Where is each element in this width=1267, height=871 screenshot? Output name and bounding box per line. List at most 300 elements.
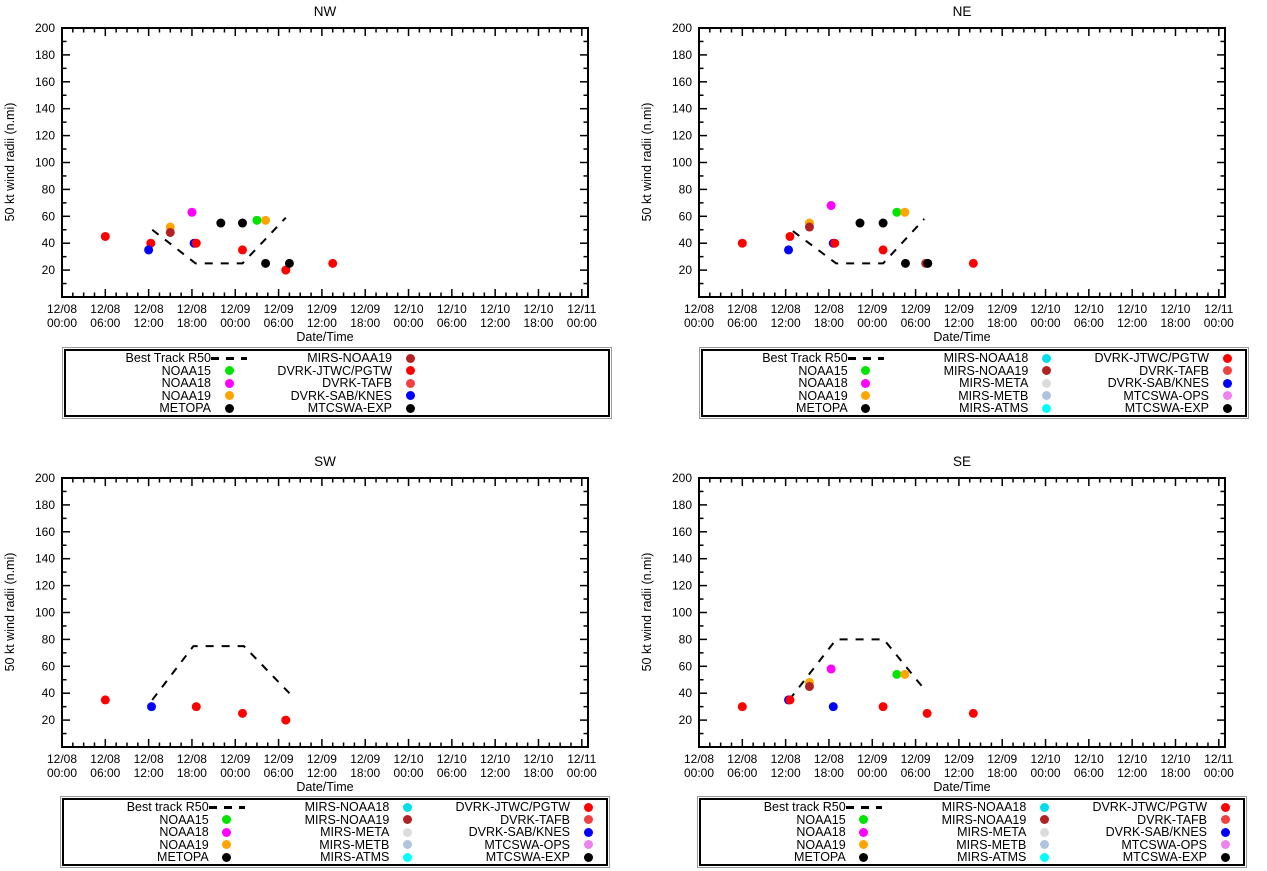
x-tick-date: 12/09 (263, 752, 294, 766)
legend-label: MTCSWA-OPS (1121, 837, 1208, 852)
dot-marker (1028, 354, 1064, 363)
dot-marker (389, 828, 425, 837)
series-dot-icon (403, 840, 412, 849)
legend-entry-mirs-meta (882, 826, 1063, 839)
x-axis-label-ne: Date/Time (933, 330, 991, 344)
dot-marker (209, 853, 245, 862)
x-tick-time: 00:00 (220, 766, 251, 780)
x-tick-date: 12/10 (1160, 302, 1191, 316)
x-tick-date: 12/10 (1073, 752, 1104, 766)
legend-entry-noaa18 (66, 377, 247, 390)
series-dot-icon (859, 840, 868, 849)
series-dot-icon (859, 828, 868, 837)
x-tick-time: 18:00 (987, 316, 1018, 330)
series-dot-icon (406, 404, 415, 413)
x-tick-date: 12/09 (943, 752, 974, 766)
legend-entry-mtcswa-exp (1064, 402, 1245, 415)
x-tick-time: 06:00 (1073, 316, 1104, 330)
y-tick-label: 140 (671, 101, 692, 116)
x-tick-time: 00:00 (857, 316, 888, 330)
data-point-dvrk-jtwc-pgtw (785, 695, 794, 704)
series-dot-icon (406, 354, 415, 363)
x-tick-time: 12:00 (306, 766, 337, 780)
x-tick-date: 12/09 (857, 302, 888, 316)
dot-marker (209, 815, 245, 824)
legend-label: MTCSWA-OPS (1123, 388, 1210, 403)
dot-marker (389, 853, 425, 862)
data-point-noaa15 (892, 208, 901, 217)
x-tick-date: 12/08 (683, 302, 715, 316)
best-track-line (152, 646, 289, 700)
data-point-mirs-noaa19 (166, 228, 175, 237)
dot-marker (1028, 379, 1064, 388)
legend-label: NOAA19 (161, 388, 211, 403)
x-tick-time: 00:00 (1030, 766, 1061, 780)
series-dot-icon (222, 840, 231, 849)
x-tick-date: 12/10 (523, 302, 554, 316)
legend-label: DVRK-SAB/KNES (1105, 825, 1208, 839)
x-tick-date: 12/08 (176, 752, 207, 766)
dot-marker (1207, 853, 1243, 862)
legend-label: MIRS-NOAA19 (304, 812, 390, 827)
x-tick-time: 00:00 (1203, 766, 1234, 780)
dot-marker (1026, 840, 1062, 849)
x-tick-date: 12/09 (350, 752, 381, 766)
x-tick-date: 12/10 (523, 752, 554, 766)
data-point-dvrk-jtwc-pgtw (101, 695, 110, 704)
x-tick-date: 12/08 (46, 302, 78, 316)
dot-marker (211, 404, 247, 413)
x-tick-date: 12/09 (857, 752, 888, 766)
legend-label: NOAA15 (161, 363, 211, 378)
x-tick-date: 12/09 (987, 302, 1018, 316)
legend-label: MIRS-META (320, 825, 390, 839)
x-tick-time: 00:00 (220, 316, 251, 330)
x-tick-time: 18:00 (350, 316, 381, 330)
series-dot-icon (406, 391, 415, 400)
legend-label: NOAA18 (159, 825, 209, 839)
y-tick-label: 140 (671, 551, 692, 566)
series-dot-icon (225, 391, 234, 400)
x-tick-date: 12/09 (306, 302, 337, 316)
y-tick-label: 40 (41, 236, 55, 251)
y-tick-label: 40 (41, 686, 55, 701)
data-point-noaa19 (900, 208, 909, 217)
series-dot-icon (1042, 366, 1051, 375)
data-point-metopa (238, 219, 247, 228)
series-dot-icon (403, 828, 412, 837)
legend-label: NOAA15 (796, 812, 846, 827)
y-tick-label: 180 (34, 497, 55, 512)
y-tick-label: 160 (671, 74, 692, 89)
legend-entry-best-track-r50 (64, 801, 245, 814)
data-point-dvrk-jtwc-pgtw (238, 709, 247, 718)
dot-marker (1026, 815, 1062, 824)
x-tick-time: 12:00 (133, 316, 164, 330)
y-axis-label-ne: 50 kt wind radii (n.mi) (640, 102, 654, 222)
legend-label: Best track R50 (126, 800, 209, 814)
x-tick-date: 12/10 (1073, 302, 1104, 316)
data-point-dvrk-jtwc-pgtw (738, 239, 747, 248)
data-point-noaa19 (900, 670, 909, 679)
legend-label: MIRS-NOAA19 (307, 351, 392, 365)
dot-marker (1026, 853, 1062, 862)
dot-marker (392, 354, 428, 363)
x-tick-time: 12:00 (943, 766, 974, 780)
y-tick-label: 80 (678, 632, 692, 647)
series-dot-icon (403, 815, 412, 824)
data-points (738, 664, 978, 717)
y-tick-label: 60 (41, 659, 55, 674)
data-point-dvrk-jtwc-pgtw (281, 716, 290, 725)
series-dot-icon (1221, 840, 1230, 849)
y-tick-label: 180 (671, 47, 692, 62)
x-tick-time: 00:00 (566, 316, 597, 330)
plot-title-sw: SW (314, 454, 336, 469)
dot-marker (392, 404, 428, 413)
data-point-mirs-noaa19 (805, 682, 814, 691)
dashed-line-sample (209, 806, 245, 809)
data-point-metopa (285, 259, 294, 268)
series-dot-icon (861, 404, 870, 413)
series-dot-icon (584, 840, 593, 849)
legend-label: DVRK-SAB/KNES (1107, 376, 1210, 390)
dot-marker (389, 840, 425, 849)
x-tick-date: 12/10 (1117, 302, 1148, 316)
series-dot-icon (861, 379, 870, 388)
x-tick-date: 12/09 (900, 302, 931, 316)
x-tick-date: 12/10 (436, 302, 467, 316)
x-tick-time: 00:00 (566, 766, 597, 780)
dot-marker (1028, 404, 1064, 413)
x-tick-date: 12/10 (1117, 752, 1148, 766)
legend-column (247, 352, 428, 414)
legend-label: NOAA18 (796, 825, 846, 839)
legend-entry-best-track-r50 (703, 352, 884, 365)
legend-label: METOPA (159, 401, 211, 415)
x-tick-time: 06:00 (90, 316, 121, 330)
dot-marker (392, 391, 428, 400)
dot-marker (1207, 840, 1243, 849)
best-track-dash-icon (209, 806, 245, 809)
dot-marker (846, 815, 882, 824)
legend-entry-mirs-atms (884, 402, 1065, 415)
x-tick-date: 12/10 (1030, 752, 1061, 766)
legend-entry-dvrk-tafb (247, 377, 428, 390)
dot-marker (1209, 404, 1245, 413)
dot-marker (389, 815, 425, 824)
best-track-dash-icon (848, 357, 884, 360)
series-dot-icon (1223, 354, 1232, 363)
series-dot-icon (1040, 815, 1049, 824)
x-tick-date: 12/08 (770, 302, 801, 316)
legend-entry-noaa15 (701, 814, 882, 827)
legend-entry-dvrk-sab-knes (1062, 826, 1243, 839)
legend-nw (64, 349, 610, 417)
x-tick-date: 12/10 (480, 752, 511, 766)
plot-frame (62, 28, 588, 297)
legend-label: DVRK-JTWC/PGTW (455, 800, 571, 814)
x-tick-date: 12/08 (813, 752, 844, 766)
x-tick-time: 00:00 (1030, 316, 1061, 330)
dot-marker (1026, 803, 1062, 812)
dot-marker (846, 853, 882, 862)
x-tick-time: 18:00 (176, 316, 207, 330)
plot-area-sw (35, 471, 597, 780)
plot-panel-sw (0, 450, 633, 796)
x-tick-date: 12/10 (1030, 302, 1061, 316)
x-tick-time: 00:00 (857, 766, 888, 780)
legend-label: MIRS-NOAA18 (943, 351, 1029, 365)
series-dot-icon (222, 815, 231, 824)
legend-entry-noaa15 (703, 365, 884, 378)
legend-label: DVRK-TAFB (1139, 363, 1210, 378)
legend-label: MTCSWA-EXP (1124, 401, 1210, 415)
data-point-dvrk-jtwc-pgtw (101, 232, 110, 241)
legend-entry-noaa19 (703, 390, 884, 403)
series-dot-icon (861, 366, 870, 375)
y-tick-label: 120 (34, 128, 55, 143)
legend-label: NOAA18 (161, 376, 211, 390)
legend-label: DVRK-JTWC/PGTW (1094, 351, 1210, 365)
legend-entry-mtcswa-exp (1062, 851, 1243, 864)
series-dot-icon (1221, 828, 1230, 837)
series-dot-icon (861, 391, 870, 400)
data-point-dvrk-jtwc-pgtw (328, 259, 337, 268)
y-tick-label: 20 (678, 263, 692, 278)
dot-marker (1207, 803, 1243, 812)
legend-entry-mtcswa-exp (425, 851, 606, 864)
x-tick-time: 06:00 (263, 316, 294, 330)
x-tick-time: 12:00 (133, 766, 164, 780)
data-point-dvrk-jtwc-pgtw (923, 709, 932, 718)
dot-marker (570, 853, 606, 862)
x-tick-time: 00:00 (1203, 316, 1234, 330)
data-point-noaa15 (252, 216, 261, 225)
x-tick-date: 12/11 (567, 752, 597, 766)
x-tick-date: 12/08 (133, 752, 164, 766)
y-tick-label: 180 (671, 497, 692, 512)
plot-area-ne (672, 21, 1234, 330)
y-tick-label: 180 (34, 47, 55, 62)
legend-label: Best Track R50 (762, 351, 848, 365)
legend-label: DVRK-JTWC/PGTW (1092, 800, 1208, 814)
series-dot-icon (859, 853, 868, 862)
data-point-dvrk-jtwc-pgtw (969, 259, 978, 268)
legend-label: NOAA19 (796, 837, 846, 852)
x-tick-date: 12/08 (727, 752, 758, 766)
dashed-line-sample (846, 806, 882, 809)
x-tick-time: 12:00 (480, 766, 511, 780)
legend-entry-mirs-meta (884, 377, 1065, 390)
plot-title-ne: NE (952, 4, 972, 19)
legend-label: Best track R50 (763, 800, 846, 814)
legend-entry-metopa (703, 402, 884, 415)
x-tick-date: 12/09 (263, 302, 294, 316)
legend-entry-mirs-noaa18 (882, 801, 1063, 814)
x-axis-label-nw: Date/Time (296, 330, 354, 344)
series-dot-icon (406, 379, 415, 388)
legend-column (703, 352, 884, 414)
x-tick-time: 18:00 (987, 766, 1018, 780)
x-tick-time: 06:00 (90, 766, 121, 780)
dot-marker (1028, 391, 1064, 400)
legend-label: NOAA15 (159, 812, 209, 827)
best-track-dash-icon (846, 806, 882, 809)
axis-ticks (62, 28, 588, 297)
data-point-metopa (923, 259, 932, 268)
legend-entry-noaa19 (701, 839, 882, 852)
legend-entry-noaa15 (64, 814, 245, 827)
series-dot-icon (1221, 815, 1230, 824)
x-tick-date: 12/09 (306, 752, 337, 766)
legend-entry-noaa15 (66, 365, 247, 378)
x-tick-time: 18:00 (350, 766, 381, 780)
legend-entry-dvrk-sab-knes (425, 826, 606, 839)
plot-panel-ne (637, 0, 1267, 346)
dot-marker (209, 828, 245, 837)
dot-marker (392, 379, 428, 388)
data-point-noaa18 (827, 664, 836, 673)
dot-marker (211, 379, 247, 388)
legend-label: NOAA18 (798, 376, 848, 390)
series-dot-icon (403, 853, 412, 862)
y-tick-label: 60 (678, 659, 692, 674)
x-axis-label-se: Date/Time (933, 780, 991, 794)
series-dot-icon (222, 853, 231, 862)
x-tick-date: 12/08 (176, 302, 207, 316)
legend-label: MIRS-ATMS (959, 401, 1029, 415)
y-tick-label: 100 (34, 155, 55, 170)
legend-label: NOAA15 (798, 363, 848, 378)
legend-ne (701, 349, 1247, 417)
legend-entry-mtcswa-exp (247, 402, 428, 415)
x-tick-time: 00:00 (683, 316, 715, 330)
y-tick-label: 20 (678, 713, 692, 728)
legend-label: MIRS-METB (956, 837, 1027, 852)
x-tick-time: 06:00 (900, 316, 931, 330)
data-point-dvrk-jtwc-pgtw (785, 232, 794, 241)
legend-entry-mirs-noaa18 (884, 352, 1065, 365)
x-tick-time: 12:00 (306, 316, 337, 330)
x-tick-time: 06:00 (727, 766, 758, 780)
y-tick-label: 100 (671, 155, 692, 170)
legend-entry-dvrk-jtwc-pgtw (1064, 352, 1245, 365)
x-axis-label-sw: Date/Time (296, 780, 354, 794)
dot-marker (570, 840, 606, 849)
dot-marker (1026, 828, 1062, 837)
legend-label: METOPA (796, 401, 848, 415)
legend-column (425, 801, 606, 863)
y-tick-label: 140 (34, 101, 55, 116)
x-tick-date: 12/08 (90, 302, 121, 316)
y-tick-label: 140 (34, 551, 55, 566)
legend-label: DVRK-JTWC/PGTW (277, 363, 392, 378)
legend-column (882, 801, 1063, 863)
legend-label: MTCSWA-OPS (484, 837, 571, 852)
x-tick-time: 12:00 (770, 766, 801, 780)
legend-entry-best-track-r50 (66, 352, 247, 365)
series-dot-icon (584, 815, 593, 824)
series-dot-icon (1040, 828, 1049, 837)
plot-frame (699, 28, 1225, 297)
x-tick-time: 18:00 (1160, 316, 1191, 330)
legend-entry-mirs-atms (882, 851, 1063, 864)
y-tick-label: 100 (34, 605, 55, 620)
data-point-metopa (261, 259, 270, 268)
data-point-mirs-noaa19 (805, 223, 814, 232)
legend-label: MIRS-METB (958, 388, 1029, 403)
legend-label: DVRK-TAFB (500, 812, 571, 827)
legend-label: MIRS-ATMS (320, 850, 390, 864)
x-tick-time: 00:00 (393, 316, 424, 330)
data-point-dvrk-jtwc-pgtw (969, 709, 978, 718)
legend-label: MIRS-NOAA18 (304, 800, 390, 814)
data-point-dvrk-jtwc-pgtw (192, 702, 201, 711)
x-tick-time: 18:00 (813, 316, 844, 330)
legend-entry-dvrk-sab-knes (1064, 377, 1245, 390)
y-tick-label: 200 (34, 471, 55, 485)
series-dot-icon (584, 853, 593, 862)
y-tick-label: 100 (671, 605, 692, 620)
legend-column (1062, 801, 1243, 863)
dot-marker (846, 840, 882, 849)
x-tick-time: 00:00 (683, 766, 715, 780)
data-point-noaa15 (892, 670, 901, 679)
legend-entry-noaa19 (64, 839, 245, 852)
y-tick-label: 80 (41, 182, 55, 197)
data-point-dvrk-jtwc-pgtw (238, 245, 247, 254)
legend-entry-mirs-atms (245, 851, 426, 864)
series-dot-icon (225, 366, 234, 375)
x-tick-date: 12/08 (813, 302, 844, 316)
x-tick-date: 12/09 (987, 752, 1018, 766)
x-tick-date: 12/09 (900, 752, 931, 766)
data-point-metopa (879, 219, 888, 228)
x-tick-date: 12/08 (90, 752, 121, 766)
data-points (738, 201, 978, 268)
x-tick-time: 12:00 (770, 316, 801, 330)
x-tick-date: 12/09 (220, 302, 251, 316)
x-tick-date: 12/08 (770, 752, 801, 766)
x-tick-time: 18:00 (523, 316, 554, 330)
legend-column (245, 801, 426, 863)
x-tick-date: 12/11 (1204, 302, 1234, 316)
legend-label: MIRS-META (959, 376, 1029, 390)
x-tick-date: 12/11 (1204, 752, 1234, 766)
legend-column (1064, 352, 1245, 414)
data-point-dvrk-sab-knes (784, 245, 793, 254)
dot-marker (209, 840, 245, 849)
legend-entry-metopa (64, 851, 245, 864)
dot-marker (848, 391, 884, 400)
data-point-dvrk-jtwc-pgtw (738, 702, 747, 711)
x-tick-time: 18:00 (176, 766, 207, 780)
series-dot-icon (1042, 379, 1051, 388)
x-tick-time: 18:00 (813, 766, 844, 780)
legend-label: DVRK-TAFB (1137, 812, 1208, 827)
legend-entry-noaa18 (703, 377, 884, 390)
y-tick-label: 40 (678, 236, 692, 251)
dot-marker (848, 404, 884, 413)
y-tick-label: 80 (41, 632, 55, 647)
legend-label: MIRS-META (957, 825, 1027, 839)
dot-marker (1207, 815, 1243, 824)
legend-label: DVRK-TAFB (322, 376, 392, 390)
legend-label: MIRS-NOAA19 (941, 812, 1027, 827)
y-tick-label: 160 (671, 524, 692, 539)
dashed-line-sample (848, 357, 884, 360)
